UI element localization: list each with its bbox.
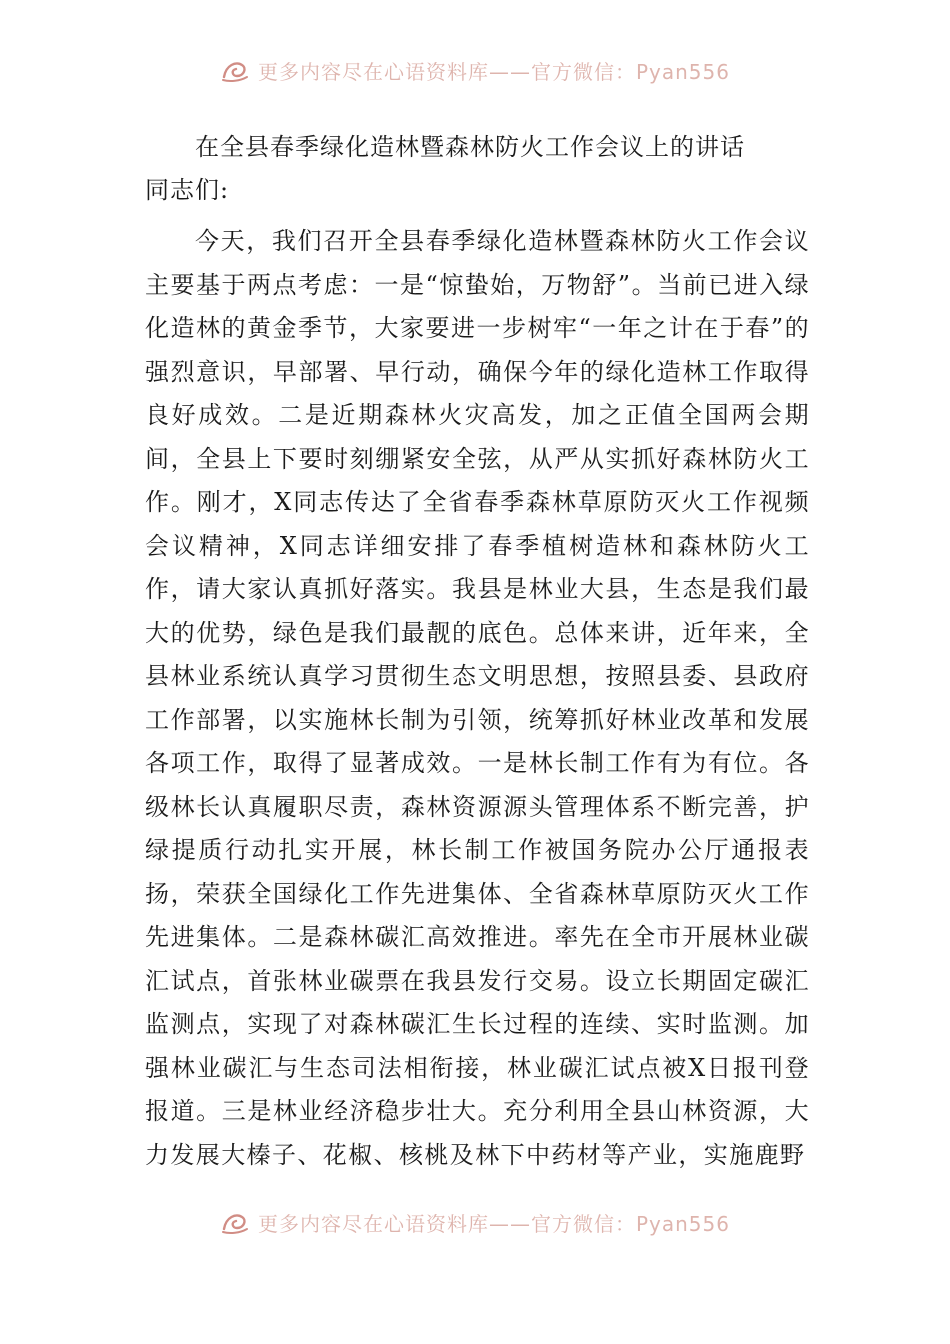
watermark-text: 更多内容尽在心语资料库——官方微信：Pyan556	[257, 59, 730, 84]
document-body	[145, 126, 810, 1177]
header-watermark	[0, 50, 950, 90]
document-title: 在全县春季绿化造林暨森林防火工作会议上的讲话	[195, 133, 745, 161]
body-paragraph: 今天，我们召开全县春季绿化造林暨森林防火工作会议主要基于两点考虑：一是“惊蛰始，万物舒”。当前已进入绿化造林的黄金季节，大家要进一步树牢“一年之计在于春”的强烈意识，早部署、早行动，确保今年的绿化造林工作取得良好成效。二是近期森林火灾高发，加之正值全国两会期间，全县上下要时刻绷紧安全弦，从严从实抓好森林防火工作。刚才，X同志传达了全省春季森林草原防灭火工作视频会议精神，X同志详细安排了春季植树造林和森林防火工作，请大家认真抓好落实。我县是林业大县，生态是我们最大的优势，绿色是我们最靓的底色。总体来讲，近年来，全县林业系统认真学习贯彻生态文明思想，按照县委、县政府工作部署，以实施林长制为引领，统筹抓好林业改革和发展各项工作，取得了显著成效。一是林长制工作有为有位。各级林长认真履职尽责，森林资源源头管理体系不断完善，护绿提质行动扎实开展，林长制工作被国务院办公厅通报表扬，荣获全国绿化工作先进集体、全省森林草原防灭火工作先进集体。二是森林碳汇高效推进。率先在全市开展林业碳汇试点，首张林业碳票在我县发行交易。设立长期固定碳汇监测点，实现了对森林碳汇生长过程的连续、实时监测。加强林业碳汇与生态司法相衔接，林业碳汇试点被X日报刊登报道。三是林业经济稳步壮大。充分利用全县山林资源，大力发展大榛子、花椒、核桃及林下中药材等产业，实施鹿野	[145, 227, 810, 1169]
footer-watermark	[0, 1202, 950, 1242]
hand-swirl-logo-icon	[220, 57, 250, 83]
hand-swirl-logo-icon	[220, 1209, 250, 1235]
salutation: 同志们:	[145, 176, 230, 204]
watermark-text: 更多内容尽在心语资料库——官方微信：Pyan556	[257, 1211, 730, 1236]
